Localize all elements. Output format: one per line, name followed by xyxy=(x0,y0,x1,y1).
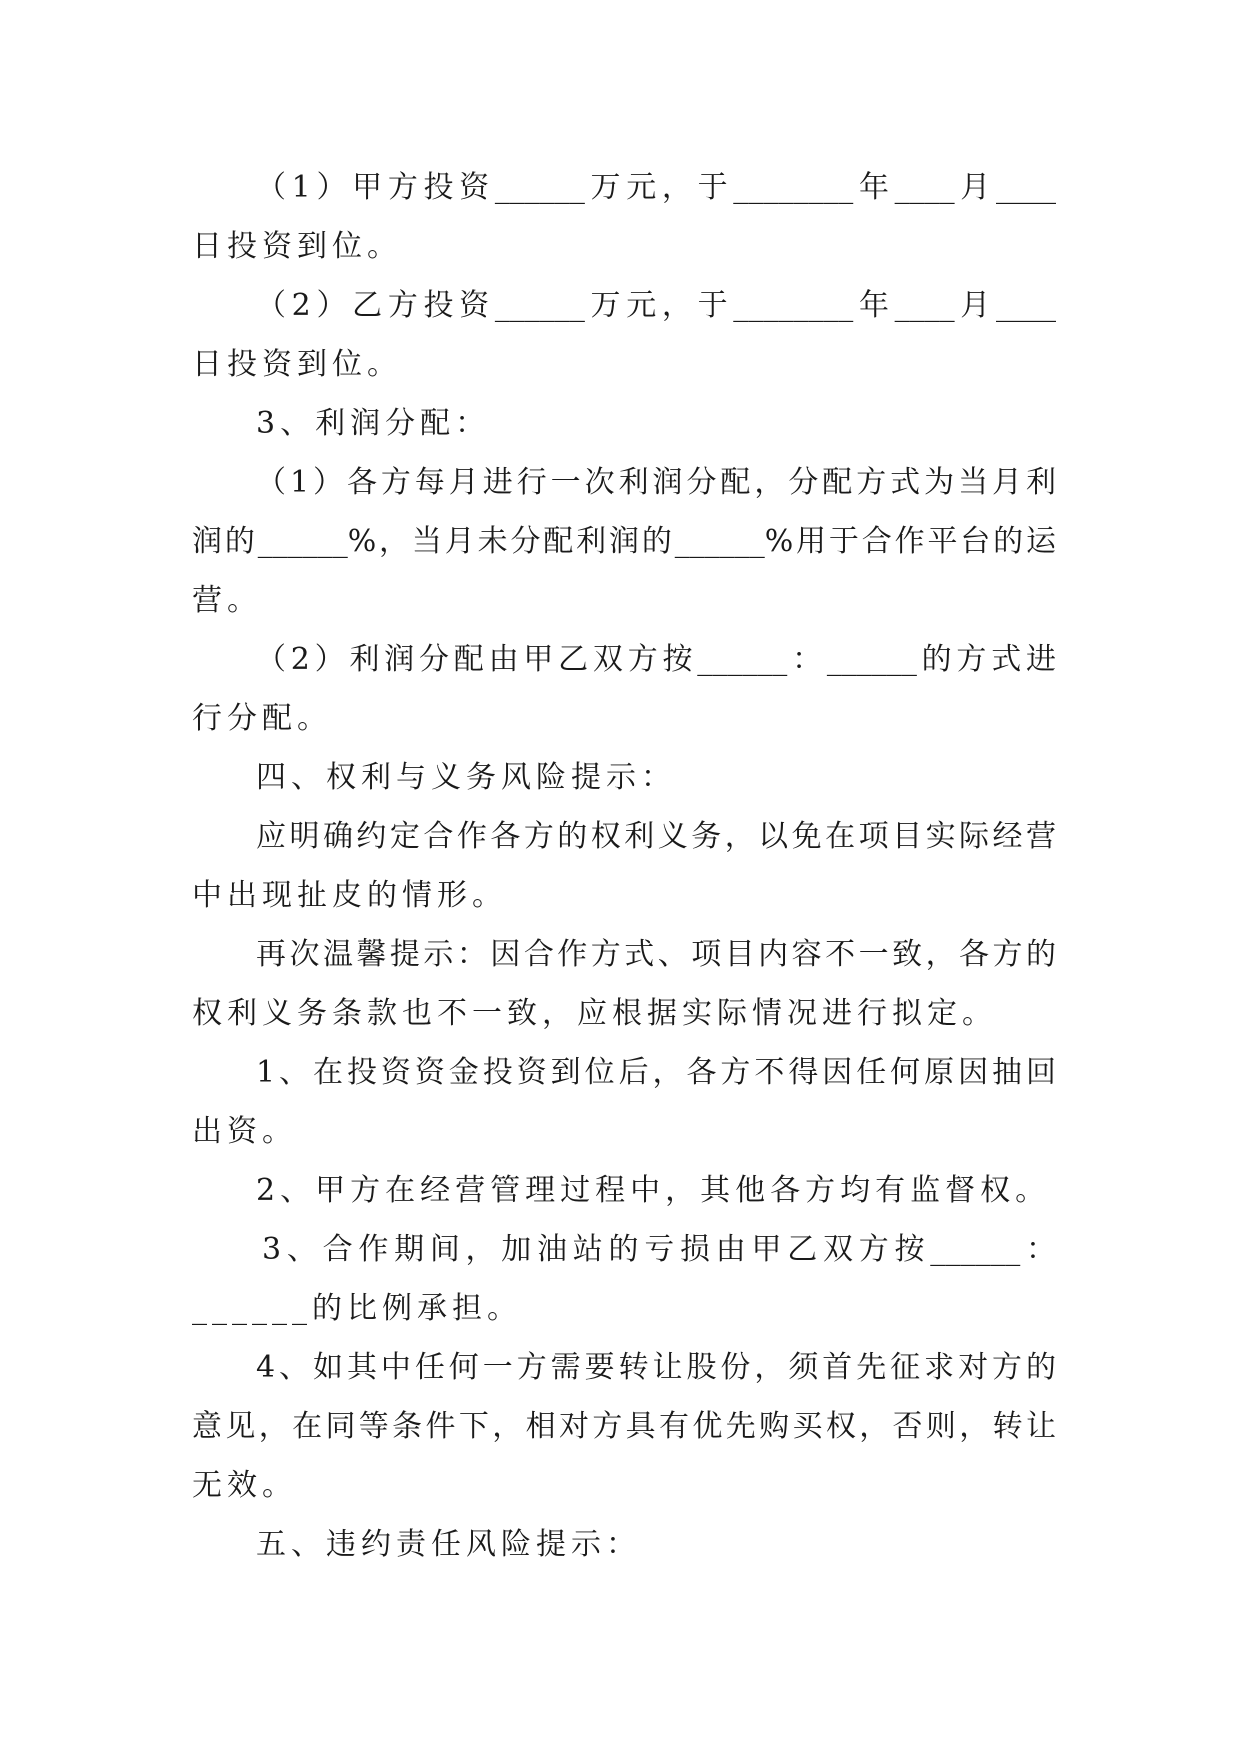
section-profit-distribution-heading: 3、利润分配： xyxy=(256,406,491,441)
clause-2: 2、甲方在经营管理过程中，其他各方均有监督权。 xyxy=(256,1173,1051,1208)
section-breach-liability-heading: 五、违约责任风险提示： xyxy=(256,1527,641,1562)
paragraph-reminder-line1: 再次温馨提示：因合作方式、项目内容不一致，各方的 xyxy=(256,937,1056,972)
clause-3-line2: ______的比例承担。 xyxy=(192,1291,522,1326)
paragraph-reminder-line2: 权利义务条款也不一致，应根据实际情况进行拟定。 xyxy=(192,996,997,1031)
clause-4-line3: 无效。 xyxy=(192,1468,297,1503)
clause-profit-monthly-line1: （1）各方每月进行一次利润分配，分配方式为当月利 xyxy=(256,465,1056,500)
clause-4-line1: 4、如其中任何一方需要转让股份，须首先征求对方的 xyxy=(256,1350,1056,1385)
document-body xyxy=(192,158,1056,1574)
paragraph-rights-line1: 应明确约定合作各方的权利义务，以免在项目实际经营 xyxy=(256,819,1056,854)
clause-1-line2: 出资。 xyxy=(192,1114,297,1149)
clause-profit-ratio-line1: （2）利润分配由甲乙双方按______：______的方式进 xyxy=(256,642,1056,677)
paragraph-rights-line2: 中出现扯皮的情形。 xyxy=(192,878,507,913)
clause-1-line1: 1、在投资资金投资到位后，各方不得因任何原因抽回 xyxy=(256,1055,1056,1090)
clause-3-line1: 3、合作期间，加油站的亏损由甲乙双方按______： xyxy=(262,1232,1056,1267)
clause-party-a-investment-line2: 日投资到位。 xyxy=(192,229,402,264)
clause-profit-ratio-line2: 行分配。 xyxy=(192,701,332,736)
section-rights-obligations-heading: 四、权利与义务风险提示： xyxy=(256,760,676,795)
clause-profit-monthly-line2: 润的______%，当月未分配利润的______%用于合作平台的运 xyxy=(192,524,1056,559)
clause-profit-monthly-line3: 营。 xyxy=(192,583,262,618)
clause-party-a-investment-line1: （1）甲方投资______万元，于________年____月____ xyxy=(256,170,1056,205)
clause-4-line2: 意见，在同等条件下，相对方具有优先购买权，否则，转让 xyxy=(192,1409,1056,1444)
clause-party-b-investment-line1: （2）乙方投资______万元，于________年____月____ xyxy=(256,288,1056,323)
clause-party-b-investment-line2: 日投资到位。 xyxy=(192,347,402,382)
